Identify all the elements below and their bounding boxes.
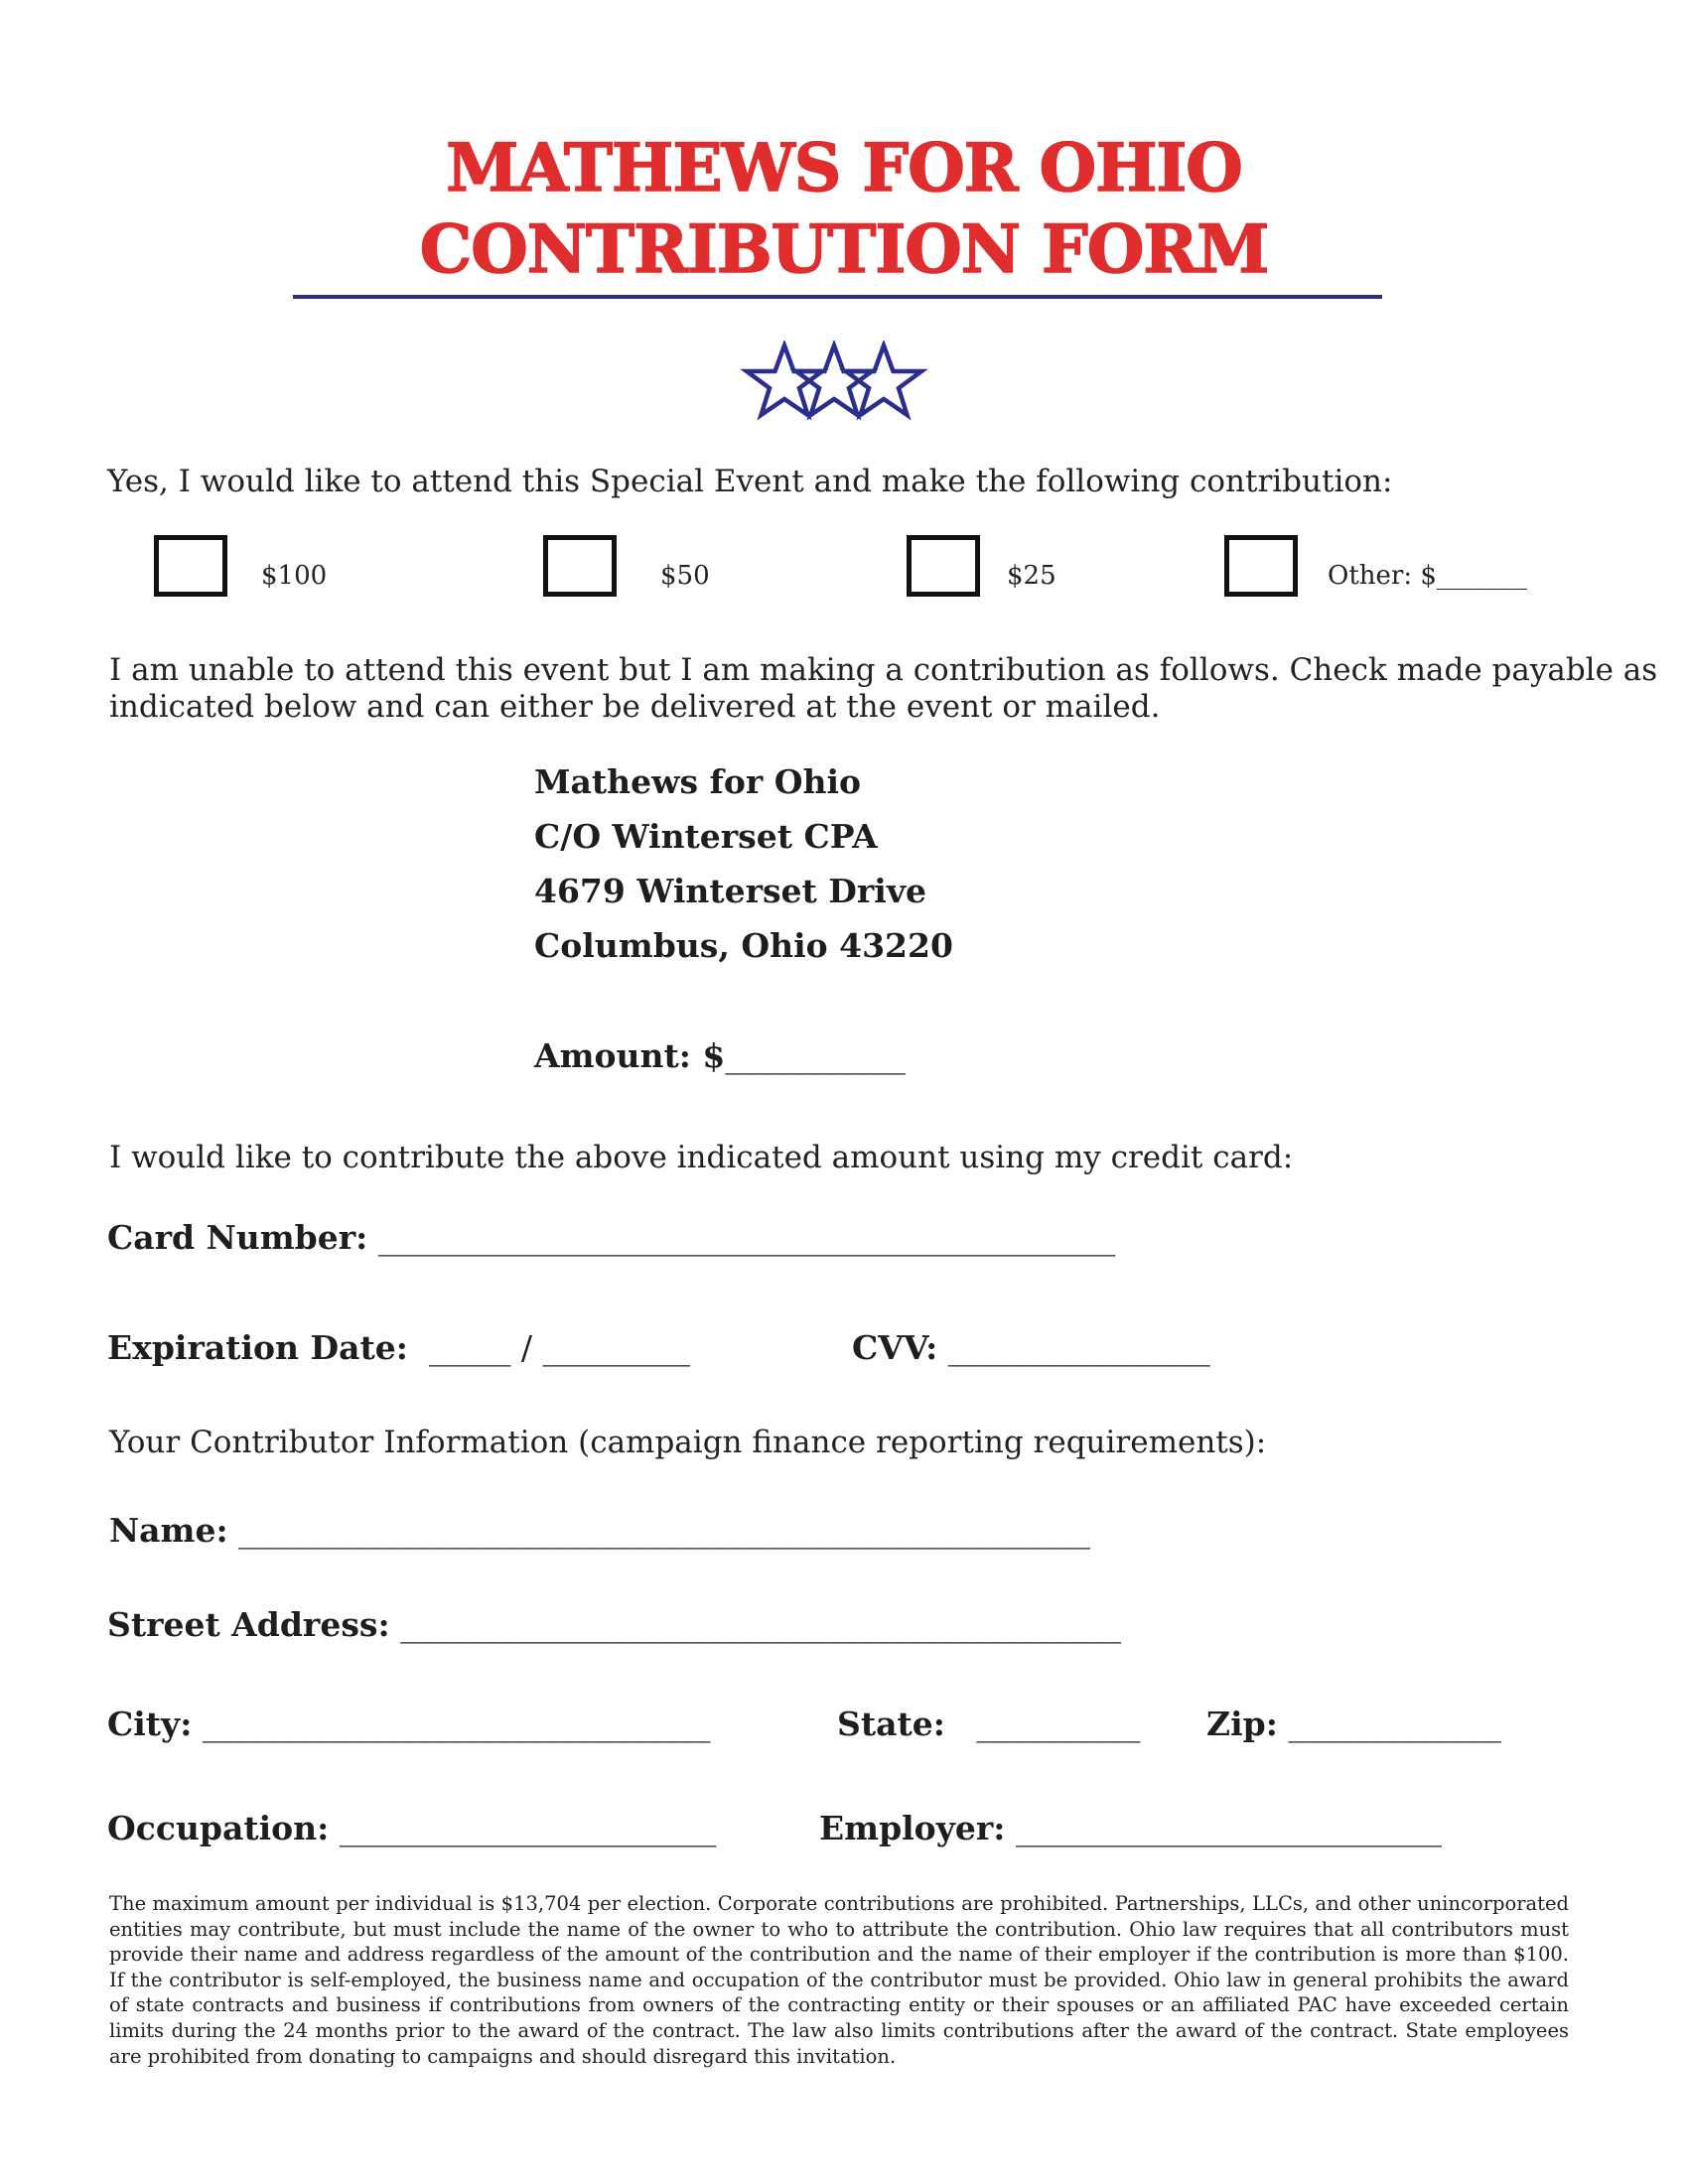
title-line-2: CONTRIBUTION FORM: [419, 210, 1269, 288]
amount-line[interactable]: ___________: [725, 1036, 906, 1075]
cvv-line[interactable]: ________________: [947, 1328, 1210, 1367]
name-field[interactable]: [109, 1511, 1090, 1550]
card-number-line[interactable]: _____________________________________________: [377, 1218, 1116, 1257]
payee-name: Mathews for Ohio: [534, 762, 861, 801]
street-address-field[interactable]: [107, 1605, 1121, 1644]
unable-sentence-line-1: I am unable to attend this event but I am making a contribution as follows. Check made payable as: [109, 652, 1658, 688]
city-label: City:: [107, 1705, 193, 1743]
zip-line[interactable]: _____________: [1288, 1705, 1501, 1743]
occupation-label: Occupation:: [107, 1809, 330, 1847]
payee-street: 4679 Winterset Drive: [534, 872, 926, 910]
amount-field[interactable]: [534, 1036, 906, 1075]
expiration-label: Expiration Date:: [107, 1328, 408, 1367]
three-stars-icon: [740, 341, 928, 434]
city-field[interactable]: [107, 1705, 710, 1743]
zip-field[interactable]: [1206, 1705, 1501, 1743]
card-number-field[interactable]: [107, 1218, 1115, 1257]
amount-label: Amount: $: [534, 1036, 726, 1075]
expiration-field[interactable]: [107, 1328, 690, 1367]
unable-sentence-line-2: indicated below and can either be delivered at the event or mailed.: [109, 689, 1161, 725]
city-line[interactable]: _______________________________: [202, 1705, 711, 1743]
employer-label: Employer:: [819, 1809, 1006, 1847]
checkbox-100[interactable]: [154, 535, 227, 597]
cvv-field[interactable]: [852, 1328, 1210, 1367]
occupation-line[interactable]: _______________________: [339, 1809, 717, 1847]
employer-line[interactable]: __________________________: [1015, 1809, 1442, 1847]
card-number-label: Card Number:: [107, 1218, 368, 1257]
option-other-label[interactable]: Other: $_______: [1328, 561, 1527, 591]
name-label: Name:: [109, 1511, 228, 1550]
street-address-label: Street Address:: [107, 1605, 390, 1644]
occupation-field[interactable]: [107, 1809, 716, 1847]
checkbox-50[interactable]: [543, 535, 617, 597]
payee-care-of: C/O Winterset CPA: [534, 817, 878, 856]
credit-sentence: I would like to contribute the above indicated amount using my credit card:: [109, 1140, 1294, 1175]
cvv-label: CVV:: [852, 1328, 938, 1367]
legal-disclaimer: The maximum amount per individual is $13,704 per election. Corporate contributions are prohibited. Partnerships, LLCs, and other unincorporated entities may contribute, but must include the name of the owner to who to attribute the contribution. Ohio law requires that all contributors must provide their name and address regardless of the amount of the contribution and the name of their employer if the contribution is more than $100. If the contributor is self-employed, the business name and occupation of the contributor must be provided. Ohio law in general prohibits the award of state contracts and business if contributions from owners of the contracting entity or their spouses or an affiliated PAC have exceeded certain limits during the 24 months prior to the award of the contract. The law also limits contributions after the award of the contract. State employees are prohibited from donating to campaigns and should disregard this invitation.: [109, 1892, 1569, 2068]
state-label: State:: [837, 1705, 945, 1743]
title-line-1: MATHEWS FOR OHIO: [446, 129, 1242, 206]
option-50-label: $50: [660, 561, 710, 591]
expiration-line[interactable]: _____ / _________: [428, 1328, 690, 1367]
checkbox-25[interactable]: [907, 535, 980, 597]
option-25-label: $25: [1007, 561, 1056, 591]
employer-field[interactable]: [819, 1809, 1442, 1847]
title-underline: [293, 295, 1382, 299]
name-line[interactable]: ____________________________________________________: [238, 1511, 1091, 1550]
checkbox-other[interactable]: [1224, 535, 1298, 597]
street-address-line[interactable]: ____________________________________________: [400, 1605, 1122, 1644]
zip-label: Zip:: [1206, 1705, 1278, 1743]
state-field[interactable]: [837, 1705, 1140, 1743]
state-line[interactable]: __________: [976, 1705, 1141, 1743]
payee-city-state-zip: Columbus, Ohio 43220: [534, 926, 953, 965]
option-100-label: $100: [261, 561, 328, 591]
attend-sentence: Yes, I would like to attend this Special Event and make the following contribution:: [107, 464, 1393, 499]
contributor-sentence: Your Contributor Information (campaign finance reporting requirements):: [109, 1425, 1267, 1460]
